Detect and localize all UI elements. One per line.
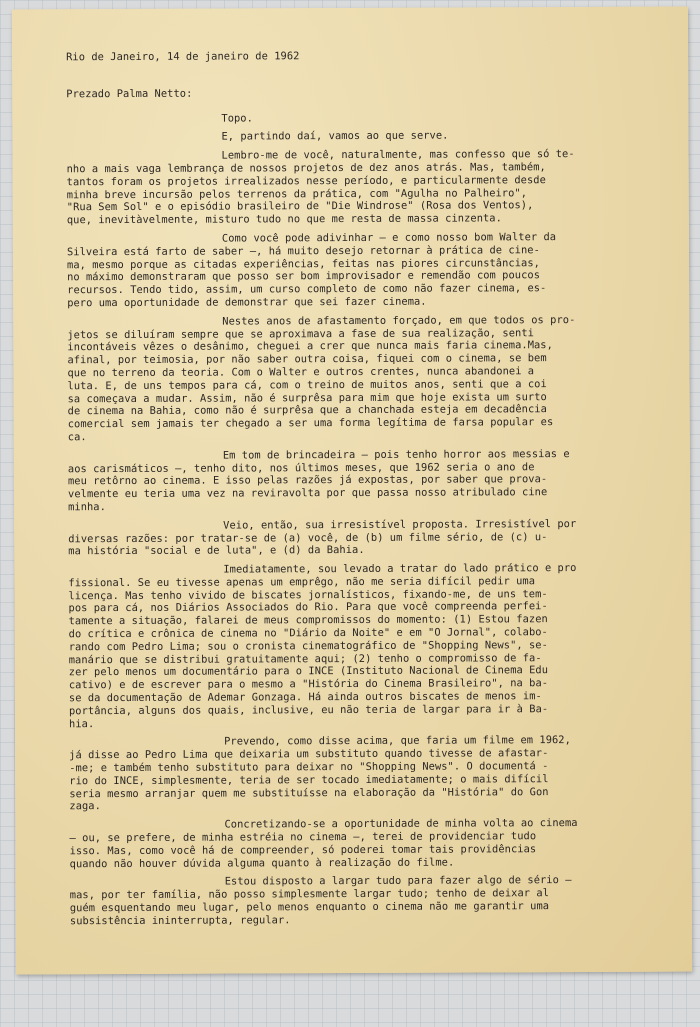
paragraph-line: que no terreno da teoria. Com o Walter e outros crentes, nunca abandonei a	[67, 365, 535, 380]
paragraph-line: E, partindo daí, vamos ao que serve.	[221, 129, 449, 143]
paragraph-8	[68, 562, 685, 731]
paragraph-11	[70, 874, 686, 928]
paragraph-line: fissional. Se eu tivesse apenas um emprêgo, não me seria difícil pedir uma	[68, 575, 536, 590]
paragraph-line: isso. Mas, como você há de compreender, só poderei tomar tais providências	[69, 843, 537, 858]
paragraph-line: incontáveis vêzes o desânimo, cheguei a crer que nunca mais faria cinema.Mas,	[67, 339, 553, 354]
paragraph-line: minha.	[68, 500, 106, 514]
paragraph-line: afinal, por teimosia, por não saber outra coisa, fiquei com o cinema, se bem	[67, 352, 547, 367]
paragraph-line: meu retôrno ao cinema. E isso pelas razões já expostas, por saber que prova-	[67, 473, 548, 488]
paragraph-line: Veio, então, sua irresistível proposta. Irresistível por	[223, 517, 577, 532]
paragraph-line: Imediatamente, sou levado a tratar do lado prático e pro	[223, 562, 577, 576]
paragraph-line: se da documentação de Ademar Gonzaga. Há ainda outros biscates de menos im-	[68, 690, 542, 705]
paragraph-line: Prevendo, como disse acima, que faria um filme em 1962,	[224, 734, 571, 749]
paragraph-line: velmente eu teria uma vez na reviravolta por que passa nosso atribulado cine	[67, 486, 548, 501]
paragraph-4	[67, 231, 683, 310]
paragraph-line: manário que se distribui gratuitamente aqui; (2) tenho o compromisso de fa-	[68, 651, 542, 666]
paragraph-line: sa começava a mudar. Assim, não é surprêsa para mim que hoje exista um surto	[67, 390, 547, 405]
date-line: Rio de Janeiro, 14 de janeiro de 1962	[66, 50, 300, 64]
paragraph-line: Nestes anos de afastamento forçado, em que todos os pro-	[222, 313, 576, 328]
paragraph-line: ca.	[67, 431, 87, 444]
paragraph-line: licença. Mas tenho vivido de biscates jornalísticos, fixando-me, de uns tem-	[68, 587, 548, 602]
paragraph-line: Em tom de brincadeira — pois tenho horror aos messias e	[222, 447, 570, 462]
paragraph-7	[68, 517, 684, 558]
paragraph-line: quando não houver dúvida alguma quanto à realização do filme.	[69, 856, 455, 870]
paragraph-line: mas, por ter família, não posso simplesmente largar tudo; tenho de deixar al	[69, 887, 550, 902]
paragraph-5	[67, 313, 684, 444]
paragraph-line: subsistência ininterrupta, regular.	[69, 914, 291, 928]
paragraph-line: minha breve incursão pelos terrenos da prática, com "Agulha no Palheiro",	[66, 186, 528, 201]
paragraph-line: -me; e também tenho substituto para deixar no "Shopping News". O documentá -	[69, 760, 549, 775]
paragraph-line: de cinema na Bahia, como não é surprêsa que a chanchada esteja em decadência	[67, 403, 547, 418]
paragraph-line: Topo.	[221, 112, 253, 125]
paragraph-line: ma, mesmo porque as citadas experiências, feitas nas piores circunstâncias,	[66, 256, 540, 271]
paragraph-line: aos carismáticos —, tenho dito, nos últimos meses, que 1962 seria o ano de	[67, 460, 535, 475]
paragraph-line: jetos se diluíram sempre que se aproximava a fase de sua realização, senti	[67, 326, 534, 341]
paragraph-line: rio do INCE, simplesmente, teria de ser tocado imediatamente; o mais difícil	[69, 772, 549, 788]
paragraph-line: tantos foram os projetos irrealizados nesse período, e particularmente desde	[66, 173, 546, 189]
paragraph-10	[69, 817, 685, 871]
paragraph-line: hia.	[68, 717, 95, 730]
paragraph-3	[67, 148, 683, 227]
paragraph-6	[68, 447, 684, 514]
paragraph-line: Como você pode adivinhar — e como nosso bom Walter da	[221, 231, 557, 245]
paragraph-line: diversas razões: por tratar-se de (a) você, de (b) um filme sério, de (c) u-	[68, 530, 548, 545]
paragraph-line: "Rua Sem Sol" e o episódio brasileiro de "Die Windrose" (Rosa dos Ventos),	[66, 199, 534, 214]
paragraph-line: ma história "social e de luta", e (d) da Bahia.	[68, 544, 365, 558]
letter-body	[66, 49, 686, 928]
paragraph-line: guém esquentando meu lugar, pelo menos enquanto o cinema não me garantir uma	[69, 900, 550, 915]
paragraph-line: — ou, se prefere, de minha estréia no cinema —, terei de providenciar tudo	[69, 830, 537, 845]
paragraph-line: Estou disposto a largar tudo para fazer algo de sério —	[224, 874, 572, 888]
letter-sheet	[12, 7, 692, 975]
salutation: Prezado Palma Netto:	[66, 87, 193, 101]
paragraph-line: zer pelo menos um documentário para o INCE (Instituto Nacional de Cinema Edu	[68, 664, 549, 679]
paragraph-9	[69, 734, 685, 813]
paragraph-line: Lembro-me de você, naturalmente, mas confesso que só te-	[221, 148, 575, 162]
paragraph-line: no máximo demonstraram que posso ser bom improvisador e remendão com poucos	[67, 269, 541, 284]
paragraph-line: pos para cá, nos Diários Associados do Rio. Para que você compreenda perfei-	[68, 600, 548, 615]
paragraph-line: Silveira está farto de saber —, há muito desejo retornar à prática de cine-	[66, 243, 540, 259]
paragraph-line: que, inevitàvelmente, misturo tudo no que me resta de massa cinzenta.	[66, 212, 502, 227]
paragraph-line: pero uma oportunidade de demonstrar que sei fazer cinema.	[67, 295, 427, 310]
paragraph-line: tamente a situação, falarei de meus compromissos do momento: (1) Estou fazen	[68, 613, 548, 628]
paragraph-line: zaga.	[69, 800, 101, 813]
paragraph-line: do crítica e crônica de cinema no "Diário da Noite" e em "O Jornal", colabo-	[68, 626, 548, 641]
paragraph-line: portância, alguns dos quais, inclusive, eu não teria de largar para ir à Ba-	[68, 703, 549, 718]
paragraph-line: nho a mais vaga lembrança de nossos projetos de dez anos atrás. Mas, também,	[66, 161, 546, 176]
paragraph-line: seria mesmo arranjar quem me substituísse na elaboração da "História" do Gon	[69, 785, 549, 800]
paragraph-line: luta. E, de uns tempos para cá, com o treino de muitos anos, senti que a coi	[67, 377, 547, 392]
paragraph-line: já disse ao Pedro Lima que deixaria um substituto quando tivesse de afastar-	[69, 747, 549, 762]
paragraph-line: recursos. Tendo tido, assim, um curso completo de como não fazer cinema, es-	[67, 282, 547, 297]
paragraph-line: comercial sem jamais ter chegado a ser uma forma legítima de farsa popular es	[67, 416, 554, 431]
paragraph-line: Concretizando-se a oportunidade de minha volta ao cinema	[224, 817, 578, 831]
paragraph-line: cativo) e de escrever para o mesmo a "História do Cinema Brasileiro", na ba-	[68, 677, 549, 692]
paragraph-line: rando com Pedro Lima; sou o cronista cinematográfico de "Shopping News", se-	[68, 639, 548, 654]
